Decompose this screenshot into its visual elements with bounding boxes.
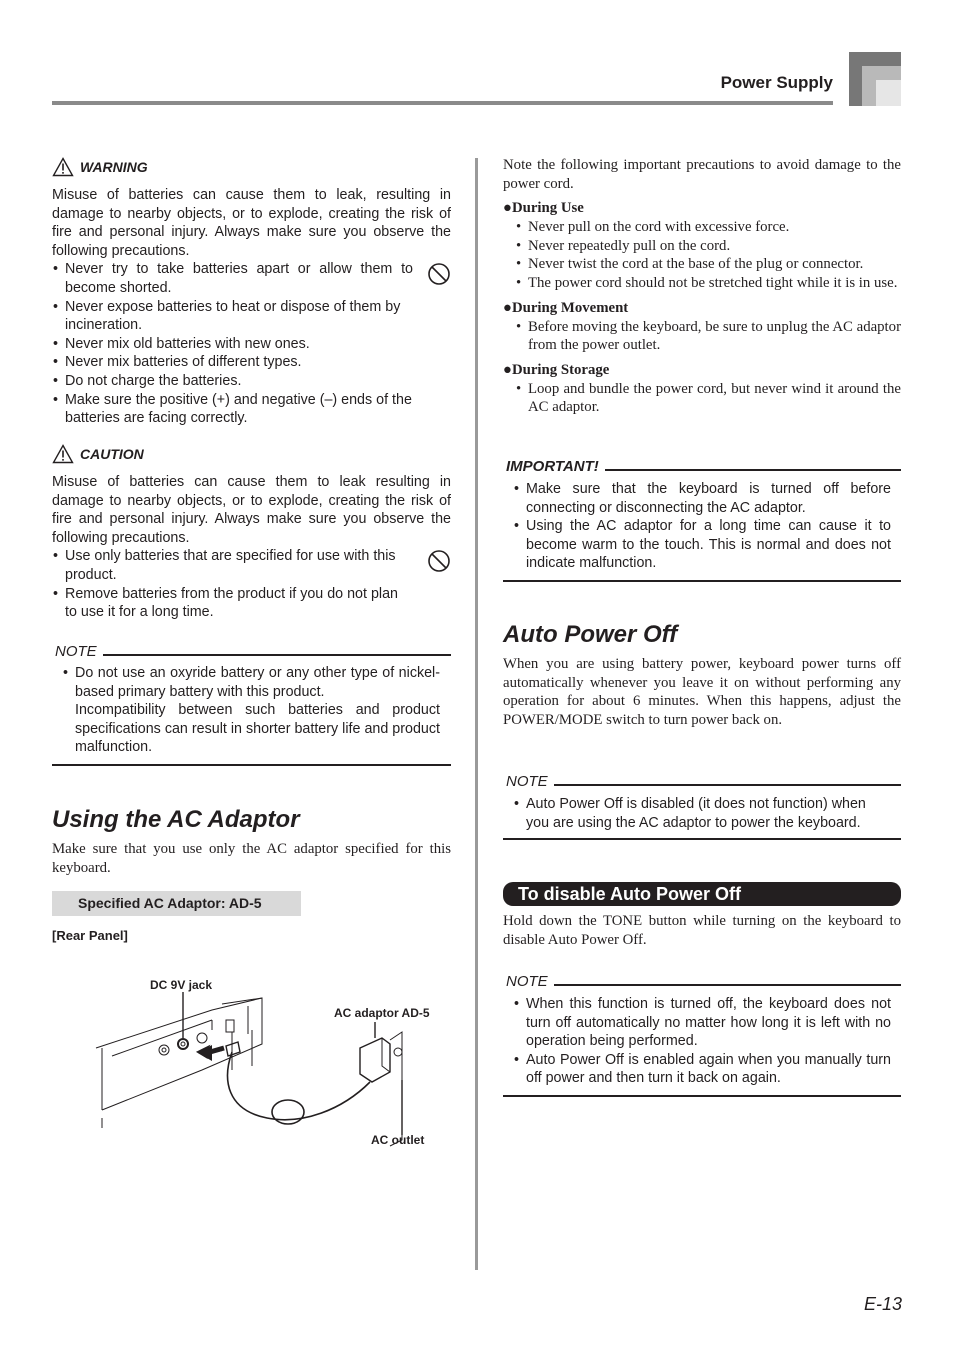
warning-triangle-icon [52,444,74,464]
cord-section [503,156,901,417]
diagram-illustration [52,970,452,1160]
note-label: NOTE [55,643,97,660]
note-list [503,995,901,1088]
cord-intro: Note the following important precautions to avoid damage to the power cord. [503,157,901,192]
prohibited-icon [427,549,451,573]
disable-text: Hold down the TONE button while turning on the keyboard to disable Auto Power Off. [503,913,901,948]
note-end-rule [503,838,901,840]
note-heading [503,770,901,790]
disable-heading: To disable Auto Power Off [503,882,901,906]
prohibited-icon [427,262,451,286]
caution-section [52,443,451,622]
ac-adaptor-intro: Make sure that you use only the AC adaptor specified for this keyboard. [52,841,451,876]
list-item: • Remove batteries from the product if you do not plan to use it for a long time. [52,585,451,622]
caution-label: CAUTION [80,446,144,462]
filled-circle-icon: ● [503,361,512,378]
list-item: • Never twist the cord at the base of the plug or connector. [515,255,901,274]
filled-circle-icon: ● [503,200,512,217]
note-label: NOTE [506,973,548,990]
ac-adaptor-section [52,806,451,943]
caution-heading [52,443,451,465]
caution-intro: Misuse of batteries can cause them to leak resulting in damage to nearby objects, or to explode, creating the risk of fire and personal injury. Always make sure you observe the following precautions. [52,474,451,546]
auto-power-heading: Auto Power Off [503,621,678,648]
list-item [62,664,440,757]
note-item-text: Do not use an oxyride battery or any other type of nickel-based primary battery with this product. [75,665,440,700]
list-item: • Never repeatedly pull on the cord. [515,237,901,256]
list-item: • Make sure that the keyboard is turned off before connecting or disconnecting the AC adaptor. [513,480,891,517]
during-storage-list [503,380,901,417]
list-item: • Using the AC adaptor for a long time can cause it to become warm to the touch. This is normal and does not indicate malfunction. [513,517,891,573]
warning-heading [52,156,451,178]
list-item: • Auto Power Off is enabled again when you manually turn off power and then turn it back on again. [513,1051,891,1088]
during-use-list [503,218,901,292]
list-item: • Auto Power Off is disabled (it does not function) when you are using the AC adaptor to power the keyboard. [513,795,891,832]
ac-adaptor-heading: Using the AC Adaptor [52,806,300,833]
list-item: • Never mix batteries of different types. [52,353,451,372]
list-item: • Before moving the keyboard, be sure to unplug the AC adaptor from the power outlet. [515,318,901,355]
list-item: • Never expose batteries to heat or dispose of them by incineration. [52,298,451,335]
column-divider [475,158,478,1270]
rear-panel-label: [Rear Panel] [52,928,128,944]
note-rule [554,984,901,986]
adaptor-label: AC adaptor AD-5 [334,1006,430,1020]
during-use-label: During Use [511,200,584,217]
important-rule [605,469,901,471]
important-label: IMPORTANT! [506,458,599,475]
note-item-text: Incompatibility between such batteries and product specifications can result in shorter battery life and product malfunction. [75,702,440,756]
note-list [503,795,901,832]
caution-list [52,547,451,621]
dc-jack-label: DC 9V jack [150,978,213,992]
important-section [503,455,901,582]
list-item: • The power cord should not be stretched tight while it is in use. [515,274,901,293]
during-movement-label: During Movement [511,299,629,316]
page-number: E-13 [863,1294,902,1314]
warning-triangle-icon [52,157,74,177]
disable-section [503,882,901,949]
warning-list [52,260,451,427]
list-item: • Never pull on the cord with excessive force. [515,218,901,237]
important-end-rule [503,580,901,582]
ac-adaptor-diagram [52,970,452,1160]
outlet-label: AC outlet [371,1133,425,1147]
note-rule [103,654,451,656]
auto-power-intro: When you are using battery power, keyboard power turns off automatically whenever you leave it on without performing any operation for about 6 minutes. When this happens, adjust the POWER/MODE switch to turn power back on. [503,656,901,728]
important-heading [503,455,901,475]
note-end-rule [503,1095,901,1097]
note-heading [503,970,901,990]
important-list [503,480,901,573]
warning-section [52,156,451,428]
disable-note-section [503,970,901,1097]
list-item: • Use only batteries that are specified for use with this product. [52,547,451,584]
list-item: • Make sure the positive (+) and negative (–) ends of the batteries are facing correctly. [52,391,451,428]
during-storage-heading [503,361,901,380]
during-storage-label: During Storage [511,361,610,378]
list-item: • Never mix old batteries with new ones. [52,335,451,354]
note-rule [554,784,901,786]
list-item: • When this function is turned off, the keyboard does not turn off automatically no matter how long it is left with no operation being performed. [513,995,891,1051]
header-rule [52,101,833,105]
list-item: • Loop and bundle the power cord, but never wind it around the AC adaptor. [515,380,901,417]
warning-label: WARNING [80,159,148,175]
warning-intro: Misuse of batteries can cause them to leak, resulting in damage to nearby objects, or to explode, creating the risk of fire and personal injury. Always make sure you observe the following precautions. [52,187,451,259]
during-use-heading [503,199,901,218]
note-heading [52,640,451,660]
list-item: • Do not charge the batteries. [52,372,451,391]
note-list [52,664,451,757]
during-movement-heading [503,299,901,318]
during-movement-list [503,318,901,355]
section-title: Power Supply [720,73,833,92]
filled-circle-icon: ● [503,299,512,316]
auto-power-note-section [503,770,901,840]
spec-box: Specified AC Adaptor: AD-5 [52,891,301,916]
note-end-rule [52,764,451,766]
auto-power-section [503,621,901,729]
note-left-section [52,640,451,766]
list-item: • Never try to take batteries apart or allow them to become shorted. [52,260,451,297]
page-tab-marker-light [876,80,901,106]
note-label: NOTE [506,773,548,790]
